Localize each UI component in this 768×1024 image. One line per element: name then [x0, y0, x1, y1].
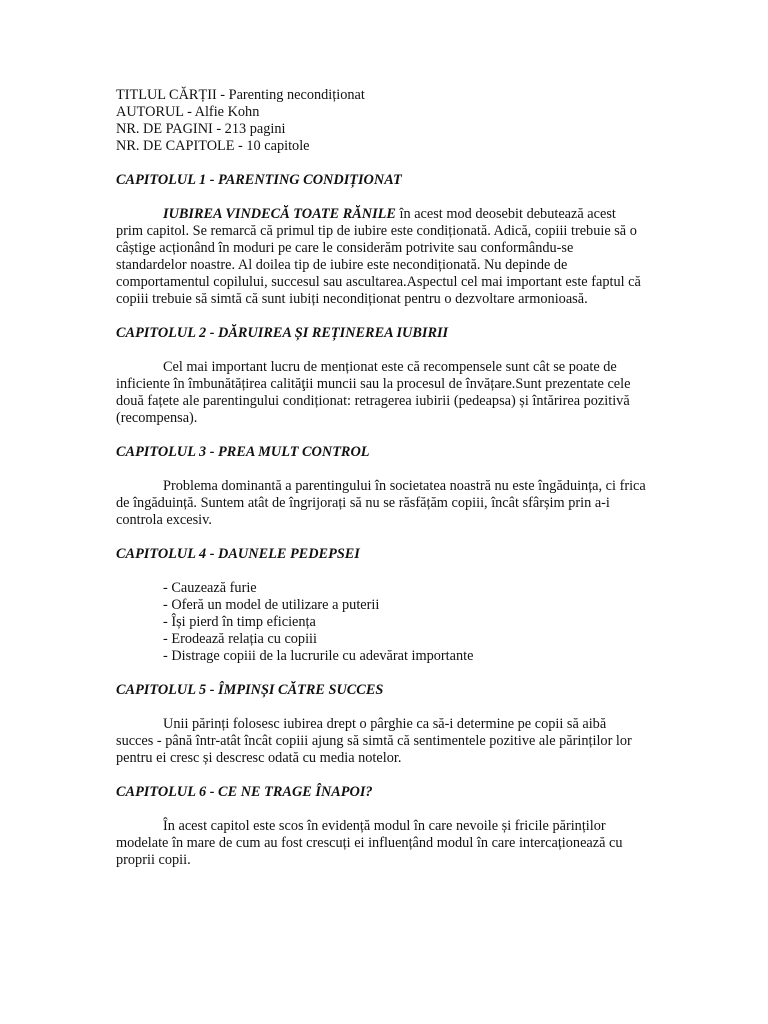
chapter-6-paragraph: În acest capitol este scos în evidență modul în care nevoile și fricile părinților modelate în mare de cum au fost crescuți ei influențând modul în care intercaționează cu proprii copii. [116, 818, 623, 868]
chapter-6-title: CAPITOLUL 6 - CE NE TRAGE ÎNAPOI? [116, 784, 373, 800]
chapter-5-title: CAPITOLUL 5 - ÎMPINȘI CĂTRE SUCCES [116, 682, 384, 698]
book-author: AUTORUL - Alfie Kohn [116, 104, 260, 120]
list-item: - Cauzează furie [163, 580, 257, 596]
chapter-1-paragraph [116, 206, 646, 308]
list-item: - Își pierd în timp eficiența [163, 614, 316, 630]
chapter-4-list [116, 580, 646, 665]
book-chapters: NR. DE CAPITOLE - 10 capitole [116, 138, 310, 154]
list-item: - Erodează relația cu copiii [163, 631, 317, 647]
chapter-1-lead: IUBIREA VINDECĂ TOATE RĂNILE [163, 206, 396, 222]
chapter-2-title: CAPITOLUL 2 - DĂRUIREA ȘI REȚINEREA IUBIRII [116, 325, 449, 341]
chapter-1-text: în acest mod deosebit debutează acest prim capitol. Se remarcă că primul tip de iubire este condiționată. Adică, copiii trebuie să o câștige acționând în moduri pe care le considerăm potrivite sau conformându-se standardelor noastre. Al doilea tip de iubire este necondiționată. Nu depinde de comportamentul copilului, succesul sau ascultarea.Aspectul cel mai important este faptul că copiii trebuie să simtă că sunt iubiți necondiționat pentru o dezvoltare armonioasă. [116, 206, 641, 307]
chapter-3-title: CAPITOLUL 3 - PREA MULT CONTROL [116, 444, 370, 460]
chapter-4-title: CAPITOLUL 4 - DAUNELE PEDEPSEI [116, 546, 360, 562]
chapter-1-title: CAPITOLUL 1 - PARENTING CONDIȚIONAT [116, 172, 402, 188]
book-pages: NR. DE PAGINI - 213 pagini [116, 121, 286, 137]
document-body [116, 87, 646, 869]
list-item: - Oferă un model de utilizare a puterii [163, 597, 380, 613]
chapter-2-paragraph: Cel mai important lucru de menționat este că recompensele sunt cât se poate de inficiente în îmbunătățirea calităţii muncii sau la procesul de învățare.Sunt prezentate cele două fațete ale parentingului condiționat: retragerea iubirii (pedeapsa) și întărirea pozitivă (recompensa). [116, 359, 631, 426]
book-title: TITLUL CĂRȚII - Parenting necondiționat [116, 87, 365, 103]
list-item: - Distrage copiii de la lucrurile cu adevărat importante [163, 648, 474, 664]
chapter-3-paragraph: Problema dominantă a parentingului în societatea noastră nu este îngăduința, ci frica de îngăduință. Suntem atât de îngrijorați să nu se răsfățăm copiii, încât sfârșim prin a-i controla excesiv. [116, 478, 646, 528]
chapter-5-paragraph: Unii părinți folosesc iubirea drept o pârghie ca să-i determine pe copii să aibă succes - până într-atât încât copiii ajung să simtă că sentimentele pozitive ale părinților lor pentru ei cresc și descresc odată cu media notelor. [116, 716, 632, 766]
